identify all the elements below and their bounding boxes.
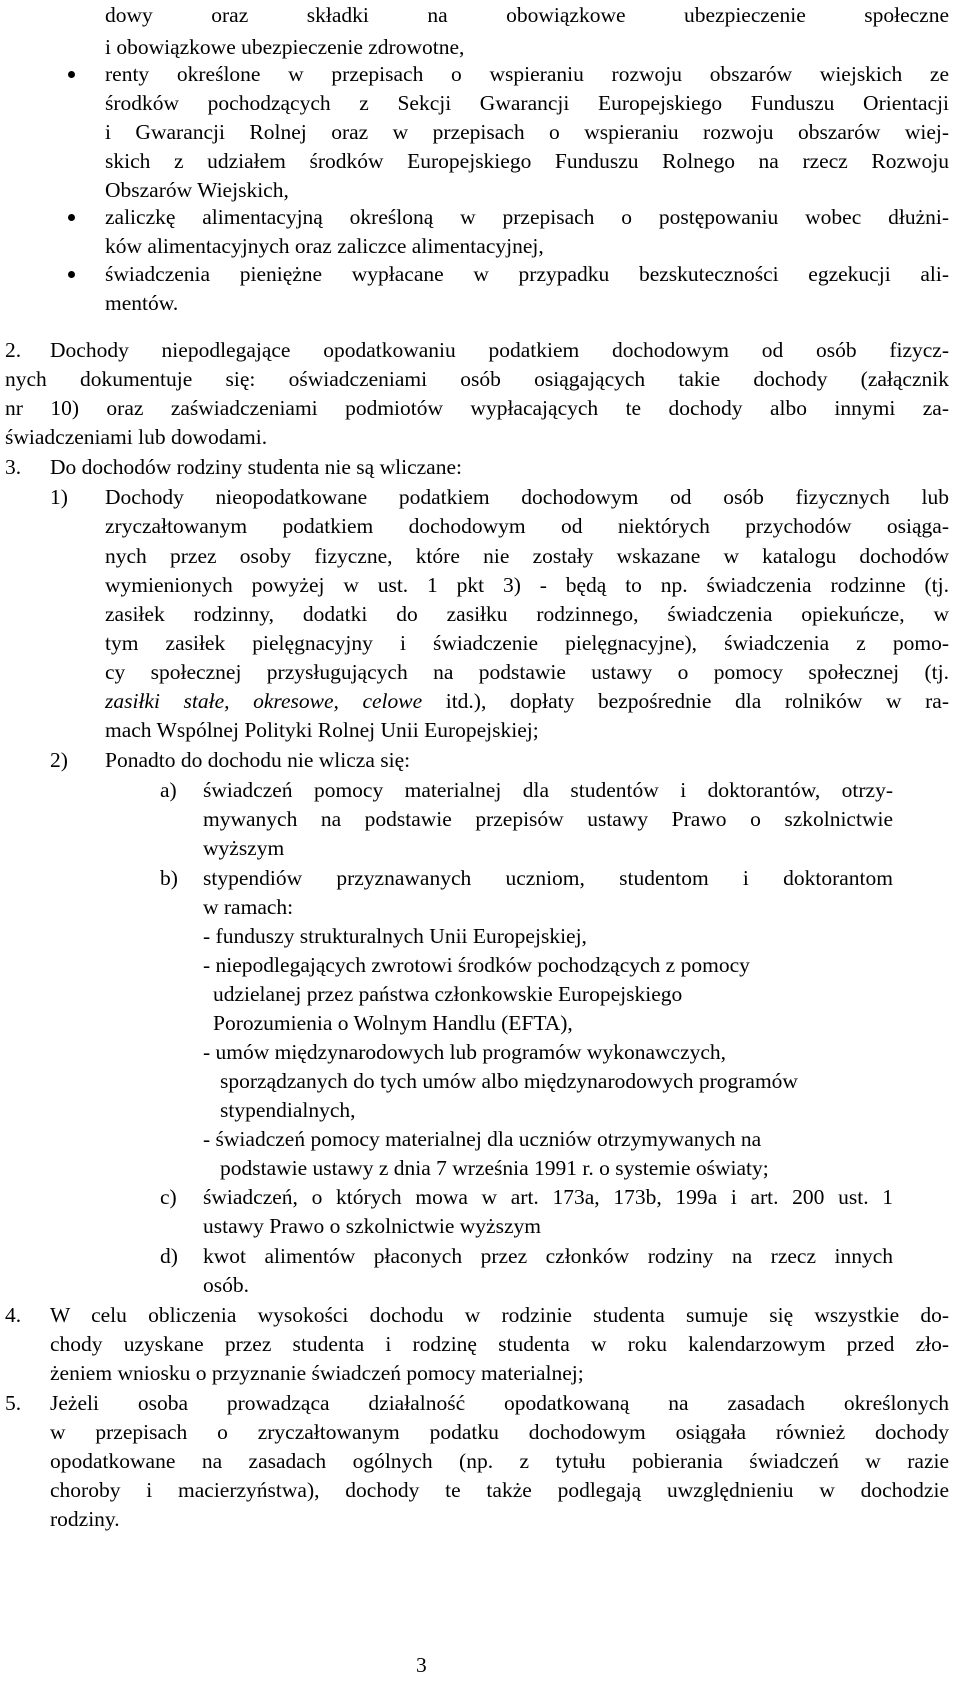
sub-item-line: nych przez osoby fizyczne, które nie zostały wskazane w katalogu dochodów [105,544,949,568]
sub-item-line: zasiłek rodzinny, dodatki do zasiłku rodzinnego, świadczenia opiekuńcze, w [105,602,949,626]
dash-item-continuation: podstawie ustawy z dnia 7 września 1991 r. o systemie oświaty; [220,1156,769,1180]
letter-item-line: świadczeń, o których mowa w art. 173a, 173b, 199a i art. 200 ust. 1 [203,1185,893,1209]
paragraph-line: Dochody niepodlegające opodatkowaniu podatkiem dochodowym od osób fizycz- [50,338,949,362]
paragraph-line: chody uzyskane przez studenta i rodzinę studenta w roku kalendarzowym przed zło- [50,1332,949,1356]
bullet-0-line-0: dowy oraz składki na obowiązkowe ubezpieczenie społeczne [105,3,949,27]
sub-item-line: tym zasiłek pielęgnacyjny i świadczenie pielęgnacyjne), świadczenia z pomo- [105,631,949,655]
sub-item-line: cy społecznej przysługujących na podstawie ustawy o pomocy społecznej (tj. [105,660,949,684]
paragraph-intro: Do dochodów rodziny studenta nie są wliczane: [50,455,462,479]
sub-item-line: mach Wspólnej Polityki Rolnej Unii Europejskiej; [105,718,539,742]
letter-item-line: mywanych na podstawie przepisów ustawy Prawo o szkolnictwie [203,807,893,831]
page-number: 3 [416,1653,427,1677]
letter-item-b: b) [160,866,178,890]
letter-item-line: świadczeń pomocy materialnej dla studentów i doktorantów, otrzy- [203,778,893,802]
sub-item-line: zryczałtowanym podatkiem dochodowym od niektórych przychodów osiąga- [105,514,949,538]
dash-item: - umów międzynarodowych lub programów wykonawczych, [203,1040,727,1064]
dash-item-continuation: udzielanej przez państwa członkowskie Europejskiego [213,982,683,1006]
paragraph-line: świadczeniami lub dowodami. [5,425,268,449]
bullet-1-line-4: Obszarów Wiejskich, [105,178,289,202]
paragraph-number: 2. [5,338,22,362]
dash-item-continuation: Porozumienia o Wolnym Handlu (EFTA), [213,1011,573,1035]
dash-item-continuation: sporządzanych do tych umów albo międzynarodowych programów [220,1069,798,1093]
letter-item-line: osób. [203,1273,249,1297]
letter-item-c: c) [160,1185,177,1209]
bullet-1-line-0: renty określone w przepisach o wspieraniu rozwoju obszarów wiejskich ze [105,62,949,86]
letter-item-d: d) [160,1244,178,1268]
bullet-marker [68,271,75,278]
letter-item-a: a) [160,778,177,802]
bullet-1-line-2: i Gwarancji Rolnej oraz w przepisach o wspieraniu rozwoju obszarów wiej- [105,120,949,144]
bullet-1-line-1: środków pochodzących z Sekcji Gwarancji Europejskiego Funduszu Orientacji [105,91,949,115]
paragraph-line: nr 10) oraz zaświadczeniami podmiotów wypłacających te dochody albo innymi za- [5,396,949,420]
dash-item: - niepodlegających zwrotowi środków pochodzących z pomocy [203,953,750,977]
paragraph-line: żeniem wniosku o przyznanie świadczeń pomocy materialnej; [50,1361,584,1385]
dash-item-continuation: stypendialnych, [220,1098,356,1122]
letter-item-line: kwot alimentów płaconych przez członków rodziny na rzecz innych [203,1244,893,1268]
after-italic-text: itd.), dopłaty bezpośrednie dla rolników w ra- [422,689,949,713]
paragraph-line: W celu obliczenia wysokości dochodu w rodzinie studenta sumuje się wszystkie do- [50,1303,949,1327]
paragraph-number: 4. [5,1303,22,1327]
sub-item-number: 2) [50,748,68,772]
bullet-2-line-0: zaliczkę alimentacyjną określoną w przepisach o postępowaniu wobec dłużni- [105,205,949,229]
dash-item: - funduszy strukturalnych Unii Europejskiej, [203,924,587,948]
sub-item-number: 1) [50,485,68,509]
bullet-2-line-1: ków alimentacyjnych oraz zaliczce alimentacyjnej, [105,234,544,258]
bullet-1-line-3: skich z udziałem środków Europejskiego Funduszu Rolnego na rzecz Rozwoju [105,149,949,173]
letter-item-line: ustawy Prawo o szkolnictwie wyższym [203,1214,541,1238]
sub-item-line: Dochody nieopodatkowane podatkiem dochodowym od osób fizycznych lub [105,485,949,509]
paragraph-line: choroby i macierzyństwa), dochody te także podlegają uwzględnieniu w dochodzie [50,1478,949,1502]
letter-item-line: w ramach: [203,895,294,919]
paragraph-line: nych dokumentuje się: oświadczeniami osób osiągających takie dochody (załącznik [5,367,949,391]
paragraph-line: rodziny. [50,1507,120,1531]
bullet-marker [68,214,75,221]
letter-item-line: stypendiów przyznawanych uczniom, studentom i doktorantom [203,866,893,890]
paragraph-line: Jeżeli osoba prowadząca działalność opodatkowaną na zasadach określonych [50,1391,949,1415]
bullet-marker [68,71,75,78]
paragraph-number: 3. [5,455,22,479]
letter-item-line: wyższym [203,836,285,860]
paragraph-line: w przepisach o zryczałtowanym podatku dochodowym osiągała również dochody [50,1420,949,1444]
dash-item: - świadczeń pomocy materialnej dla uczniów otrzymywanych na [203,1127,762,1151]
sub-item-line-italic [105,691,949,713]
bullet-3-line-1: mentów. [105,291,179,315]
paragraph-number: 5. [5,1391,22,1415]
sub-item-intro: Ponadto do dochodu nie wlicza się: [105,748,411,772]
bullet-0-line-1: i obowiązkowe ubezpieczenie zdrowotne, [105,35,465,59]
italic-phrase: zasiłki stałe, okresowe, celowe [105,689,423,713]
sub-item-line: wymienionych powyżej w ust. 1 pkt 3) - będą to np. świadczenia rodzinne (tj. [105,573,949,597]
paragraph-line: opodatkowane na zasadach ogólnych (np. z tytułu pobierania świadczeń w razie [50,1449,949,1473]
bullet-3-line-0: świadczenia pieniężne wypłacane w przypadku bezskuteczności egzekucji ali- [105,262,949,286]
